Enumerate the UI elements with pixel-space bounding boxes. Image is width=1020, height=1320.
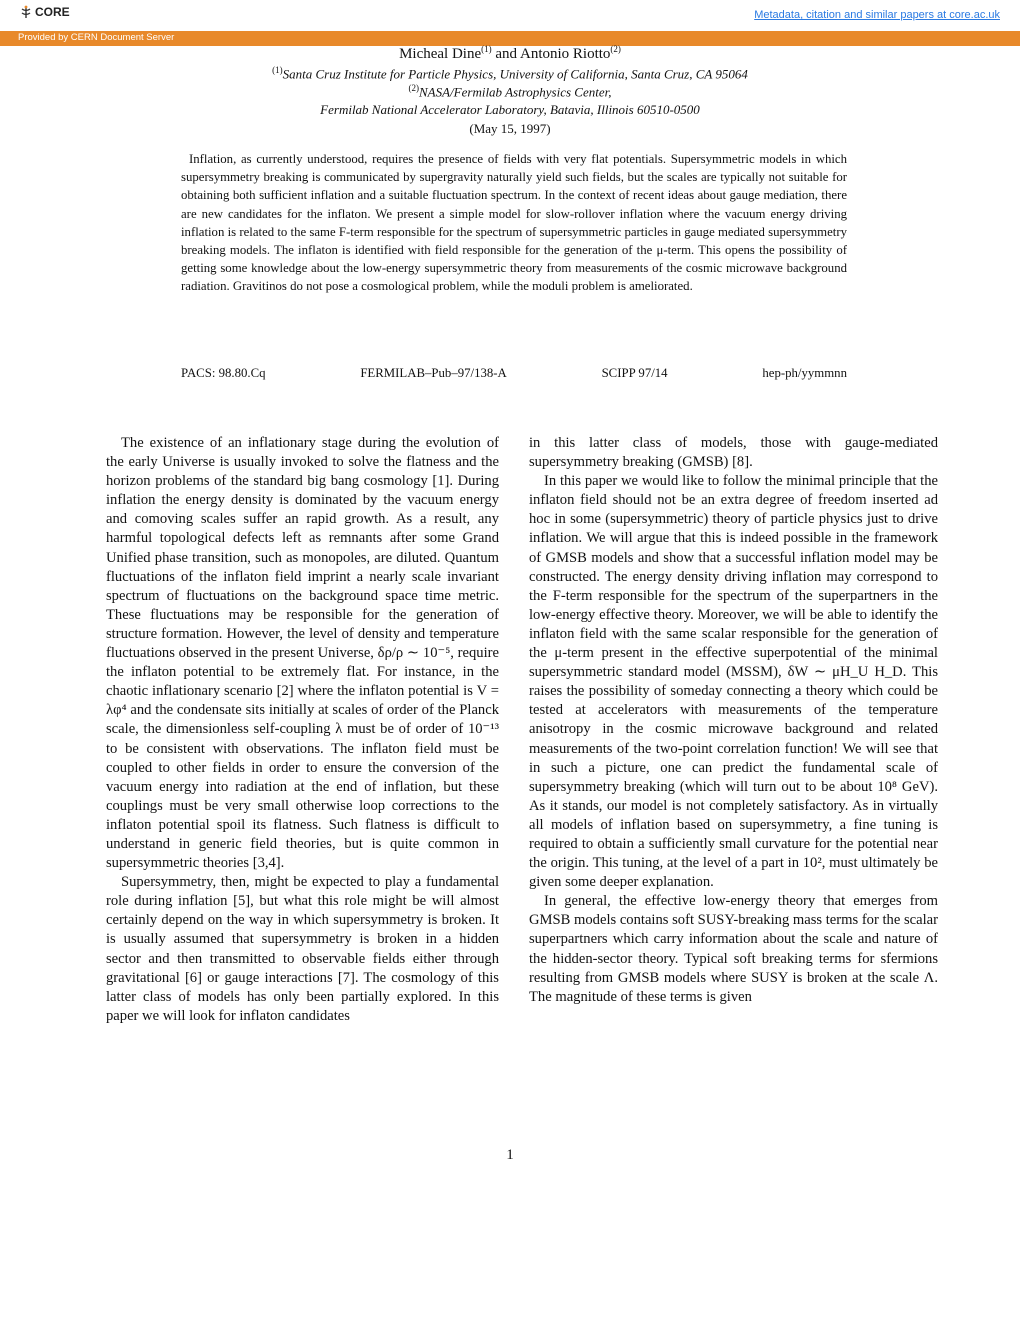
core-metadata-link[interactable]: Metadata, citation and similar papers at core.ac.uk xyxy=(754,9,1000,21)
author-2: Antonio Riotto xyxy=(519,46,611,62)
arxiv-number: hep-ph/yymmnn xyxy=(762,366,847,380)
paragraph: in this latter class of models, those with gauge-mediated supersymmetry breaking (GMSB) [8]. xyxy=(529,435,938,471)
affiliation-2-line-2: Fermilab National Accelerator Laboratory, Batavia, Illinois 60510-0500 xyxy=(320,102,700,117)
affiliation-1 xyxy=(0,65,1020,82)
page-number: 1 xyxy=(506,1147,514,1163)
affiliation-2-mark: (2) xyxy=(408,83,420,93)
author-1: Micheal Dine xyxy=(399,46,482,62)
author-2-mark: (2) xyxy=(610,44,621,54)
affiliation-1-mark: (1) xyxy=(272,65,283,75)
pacs-code: PACS: 98.80.Cq xyxy=(181,366,266,380)
core-logo[interactable] xyxy=(20,5,70,19)
affiliation-2 xyxy=(0,83,1020,100)
fermilab-number: FERMILAB–Pub–97/138-A xyxy=(360,366,507,380)
abstract: Inflation, as currently understood, requires the presence of fields with very flat potentials. Supersymmetric models in which supersymmetry breaking is communicated by supergravity naturally yield such fields, but the scales are typically not suitable for obtaining both sufficient inflation and a suitable fluctuation spectrum. In the context of recent ideas about gauge mediation, there are new candidates for the inflaton. We present a simple model for slow-rollover inflation where the vacuum energy driving inflation is related to the same F-term responsible for the spectrum of supersymmetric particles in gauge mediated supersymmetry breaking models. The inflaton is identified with field responsible for the generation of the μ-term. This opens the possibility of getting some knowledge about the low-energy supersymmetric theory from measurements of the cosmic microwave background radiation. Gravitinos do not pose a cosmological problem, while the moduli problem is ameliorated. xyxy=(181,152,847,294)
left-column xyxy=(106,434,499,1026)
authors-line xyxy=(0,44,1020,63)
pacs-line xyxy=(181,366,847,381)
affiliation-1-text: Santa Cruz Institute for Particle Physics, University of California, Santa Cruz, CA 95064 xyxy=(282,66,748,82)
core-banner xyxy=(0,0,1020,30)
paragraph: Supersymmetry, then, might be expected to play a fundamental role during inflation [5], but what this role might be will almost certainly depend on the way in which supersymmetry is broken. It is usually assumed that supersymmetry is broken in a hidden sector and then transmitted to observable fields either through gravitational [6] or gauge interactions [7]. The cosmology of this latter class of models has only been partially explored. In this paper we will look for inflaton candidates xyxy=(106,874,499,1024)
paragraph: In general, the effective low-energy theory that emerges from GMSB models contains soft SUSY-breaking mass terms for the scalar superpartners which carry information about the scale and nature of the hidden-sector theory. Typical soft breaking terms for sfermions resulting from GMSB models where SUSY is broken at the scale Λ. The magnitude of these terms is given xyxy=(529,893,938,1005)
authors-and: and xyxy=(491,46,520,62)
affiliation-2-line-1: NASA/Fermilab Astrophysics Center, xyxy=(419,84,612,100)
core-logo-text: CORE xyxy=(35,5,70,19)
author-1-mark: (1) xyxy=(481,44,492,54)
right-column xyxy=(529,434,938,1007)
date: (May 15, 1997) xyxy=(469,121,551,136)
core-logo-icon xyxy=(20,5,32,19)
paragraph: The existence of an inflationary stage during the evolution of the early Universe is usually invoked to solve the flatness and the horizon problems of the standard big bang cosmology [1]. During inflation the energy density is dominated by the vacuum energy and comoving scales suffer an rapid growth. As a result, any harmful topological defects left as remnants after some Grand Unified phase transition, such as monopoles, are diluted. Quantum fluctuations of the inflaton field imprint a nearly scale invariant spectrum of fluctuations on the background space time metric. These fluctuations may be responsible for the generation of structure formation. However, the level of density and temperature fluctuations observed in the present Universe, δρ/ρ ∼ 10⁻⁵, require the inflaton potential to be extremely flat. For instance, in the chaotic inflationary scenario [2] where the inflaton potential is V = λφ⁴ and the condensate sits initially at scales of order of the Planck scale, the dimensionless self-coupling λ must be of order of 10⁻¹³ to be consistent with observations. The inflaton field must be coupled to other fields in order to ensure the conversion of the vacuum energy into radiation at the end of inflation, but these couplings must be very small otherwise loop corrections to the inflaton potential spoil its flatness. Such flatness is difficult to understand in generic field theories, but is quite common in supersymmetric theories [3,4]. xyxy=(106,435,499,872)
paragraph: In this paper we would like to follow the minimal principle that the inflaton field should not be an extra degree of freedom inserted ad hoc in some (supersymmetric) theory of particle physics just to drive inflation. We will argue that this is indeed possible in the framework of GMSB models and show that a successful inflation model may be constructed. The energy density driving inflation may correspond to the F-term responsible for the spectrum of the superpartners in the low-energy effective theory. Moreover, we will be able to identify the inflaton field with the same scalar responsible for the generation of the μ-term present in the effective superpotential of the minimal supersymmetric standard model (MSSM), δW ∼ μH_U H_D. This raises the possibility of someday connecting a theory which could be tested at accelerators with measurements of the temperature anisotropy in the cosmic microwave background and related measurements of the two-point correlation function! We will see that in such a picture, one can predict the fundamental scale of supersymmetry breaking (which will turn out to be about 10⁸ GeV). As it stands, our model is not completely satisfactory. As in virtually all models of inflation based on supersymmetry, a fine tuning is required to obtain a sufficiently small curvature for the potential near the origin. This tuning, at the level of a part in 10², must ultimately be given some deeper explanation. xyxy=(529,473,938,891)
scipp-number: SCIPP 97/14 xyxy=(601,366,668,380)
provider-text: Provided by CERN Document Server xyxy=(18,32,175,43)
